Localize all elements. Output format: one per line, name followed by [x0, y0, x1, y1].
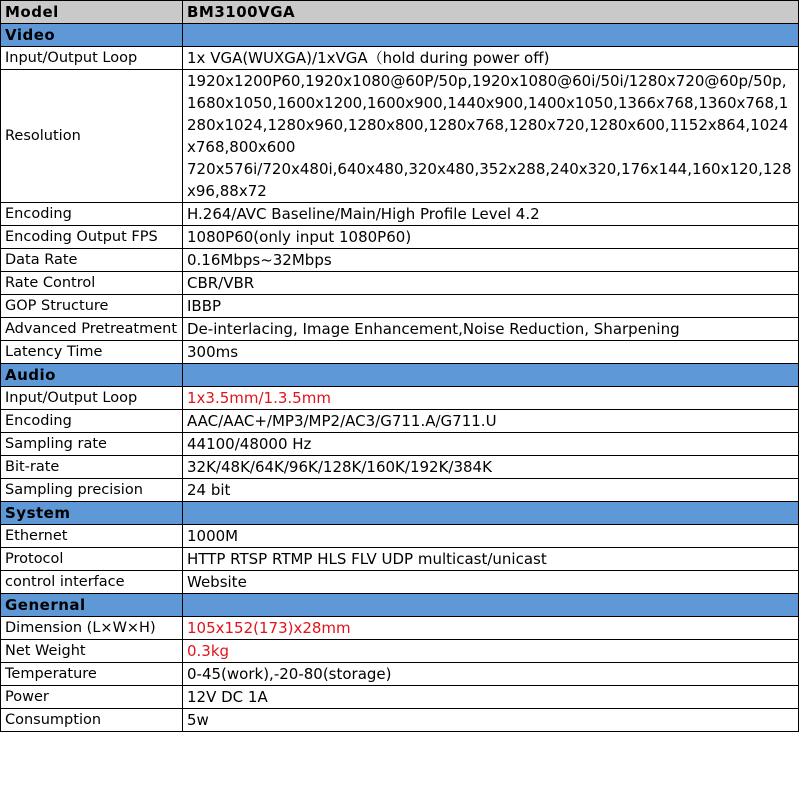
row-value: H.264/AVC Baseline/Main/High Profile Level 4.2	[183, 203, 799, 226]
row-value: 1x VGA(WUXGA)/1xVGA（hold during power off)	[183, 47, 799, 70]
table-row	[1, 203, 799, 226]
table-row	[1, 249, 799, 272]
table-row	[1, 571, 799, 594]
table-row	[1, 640, 799, 663]
resolution-line: 720x576i/720x480i,640x480,320x480,352x288,240x320,176x144,160x120,128x96,88x72	[187, 160, 792, 200]
section-title: Video	[1, 24, 183, 47]
table-row	[1, 410, 799, 433]
resolution-line: 1920x1200P60,1920x1080@60P/50p,1920x1080@60i/50i/1280x720@60p/50p,1680x1050,1600x1200,1600x900,1440x900,1400x1050,1366x768,1360x768,1280x1024,1280x960,1280x800,1280x768,1280x720,1280x600,1152x864,1024x768,800x600	[187, 72, 789, 156]
table-row	[1, 548, 799, 571]
table-row	[1, 226, 799, 249]
row-value: AAC/AAC+/MP3/MP2/AC3/G711.A/G711.U	[183, 410, 799, 433]
row-label: Encoding Output FPS	[1, 226, 183, 249]
row-label: Input/Output Loop	[1, 387, 183, 410]
table-row	[1, 295, 799, 318]
row-value: IBBP	[183, 295, 799, 318]
row-label: Encoding	[1, 410, 183, 433]
model-value: BM3100VGA	[183, 1, 799, 24]
row-value: Website	[183, 571, 799, 594]
table-row	[1, 663, 799, 686]
row-value: 5w	[183, 709, 799, 732]
row-label: Protocol	[1, 548, 183, 571]
table-row	[1, 525, 799, 548]
table-row	[1, 387, 799, 410]
section-title: Audio	[1, 364, 183, 387]
row-value	[183, 70, 799, 203]
row-label: Latency Time	[1, 341, 183, 364]
row-value: 0.16Mbps~32Mbps	[183, 249, 799, 272]
row-label: Rate Control	[1, 272, 183, 295]
section-title: Genernal	[1, 594, 183, 617]
table-row	[1, 318, 799, 341]
table-row	[1, 272, 799, 295]
row-label: control interface	[1, 571, 183, 594]
row-label: Bit-rate	[1, 456, 183, 479]
row-value: 300ms	[183, 341, 799, 364]
row-label: Resolution	[1, 70, 183, 203]
row-label: Net Weight	[1, 640, 183, 663]
row-value: 32K/48K/64K/96K/128K/160K/192K/384K	[183, 456, 799, 479]
model-row	[1, 1, 799, 24]
row-value: 12V DC 1A	[183, 686, 799, 709]
row-label: Advanced Pretreatment	[1, 318, 183, 341]
row-value: 24 bit	[183, 479, 799, 502]
row-value: 44100/48000 Hz	[183, 433, 799, 456]
row-label: Temperature	[1, 663, 183, 686]
row-label: Dimension (L×W×H)	[1, 617, 183, 640]
table-row	[1, 479, 799, 502]
table-row	[1, 709, 799, 732]
row-label: Consumption	[1, 709, 183, 732]
table-row	[1, 70, 799, 203]
row-label: Ethernet	[1, 525, 183, 548]
row-value: 105x152(173)x28mm	[183, 617, 799, 640]
row-label: GOP Structure	[1, 295, 183, 318]
table-row	[1, 433, 799, 456]
row-label: Power	[1, 686, 183, 709]
row-value: 1000M	[183, 525, 799, 548]
row-value: De-interlacing, Image Enhancement,Noise Reduction, Sharpening	[183, 318, 799, 341]
table-row	[1, 47, 799, 70]
section-header-video	[1, 24, 799, 47]
row-label: Encoding	[1, 203, 183, 226]
row-label: Sampling rate	[1, 433, 183, 456]
model-label: Model	[1, 1, 183, 24]
section-header-system	[1, 502, 799, 525]
row-value: CBR/VBR	[183, 272, 799, 295]
row-value: HTTP RTSP RTMP HLS FLV UDP multicast/unicast	[183, 548, 799, 571]
row-label: Data Rate	[1, 249, 183, 272]
table-row	[1, 341, 799, 364]
row-value: 1080P60(only input 1080P60)	[183, 226, 799, 249]
section-title: System	[1, 502, 183, 525]
section-header-audio	[1, 364, 799, 387]
row-label: Input/Output Loop	[1, 47, 183, 70]
section-header-general	[1, 594, 799, 617]
row-value: 0.3kg	[183, 640, 799, 663]
table-row	[1, 617, 799, 640]
table-row	[1, 456, 799, 479]
row-label: Sampling precision	[1, 479, 183, 502]
row-value: 0-45(work),-20-80(storage)	[183, 663, 799, 686]
row-value: 1x3.5mm/1.3.5mm	[183, 387, 799, 410]
table-row	[1, 686, 799, 709]
